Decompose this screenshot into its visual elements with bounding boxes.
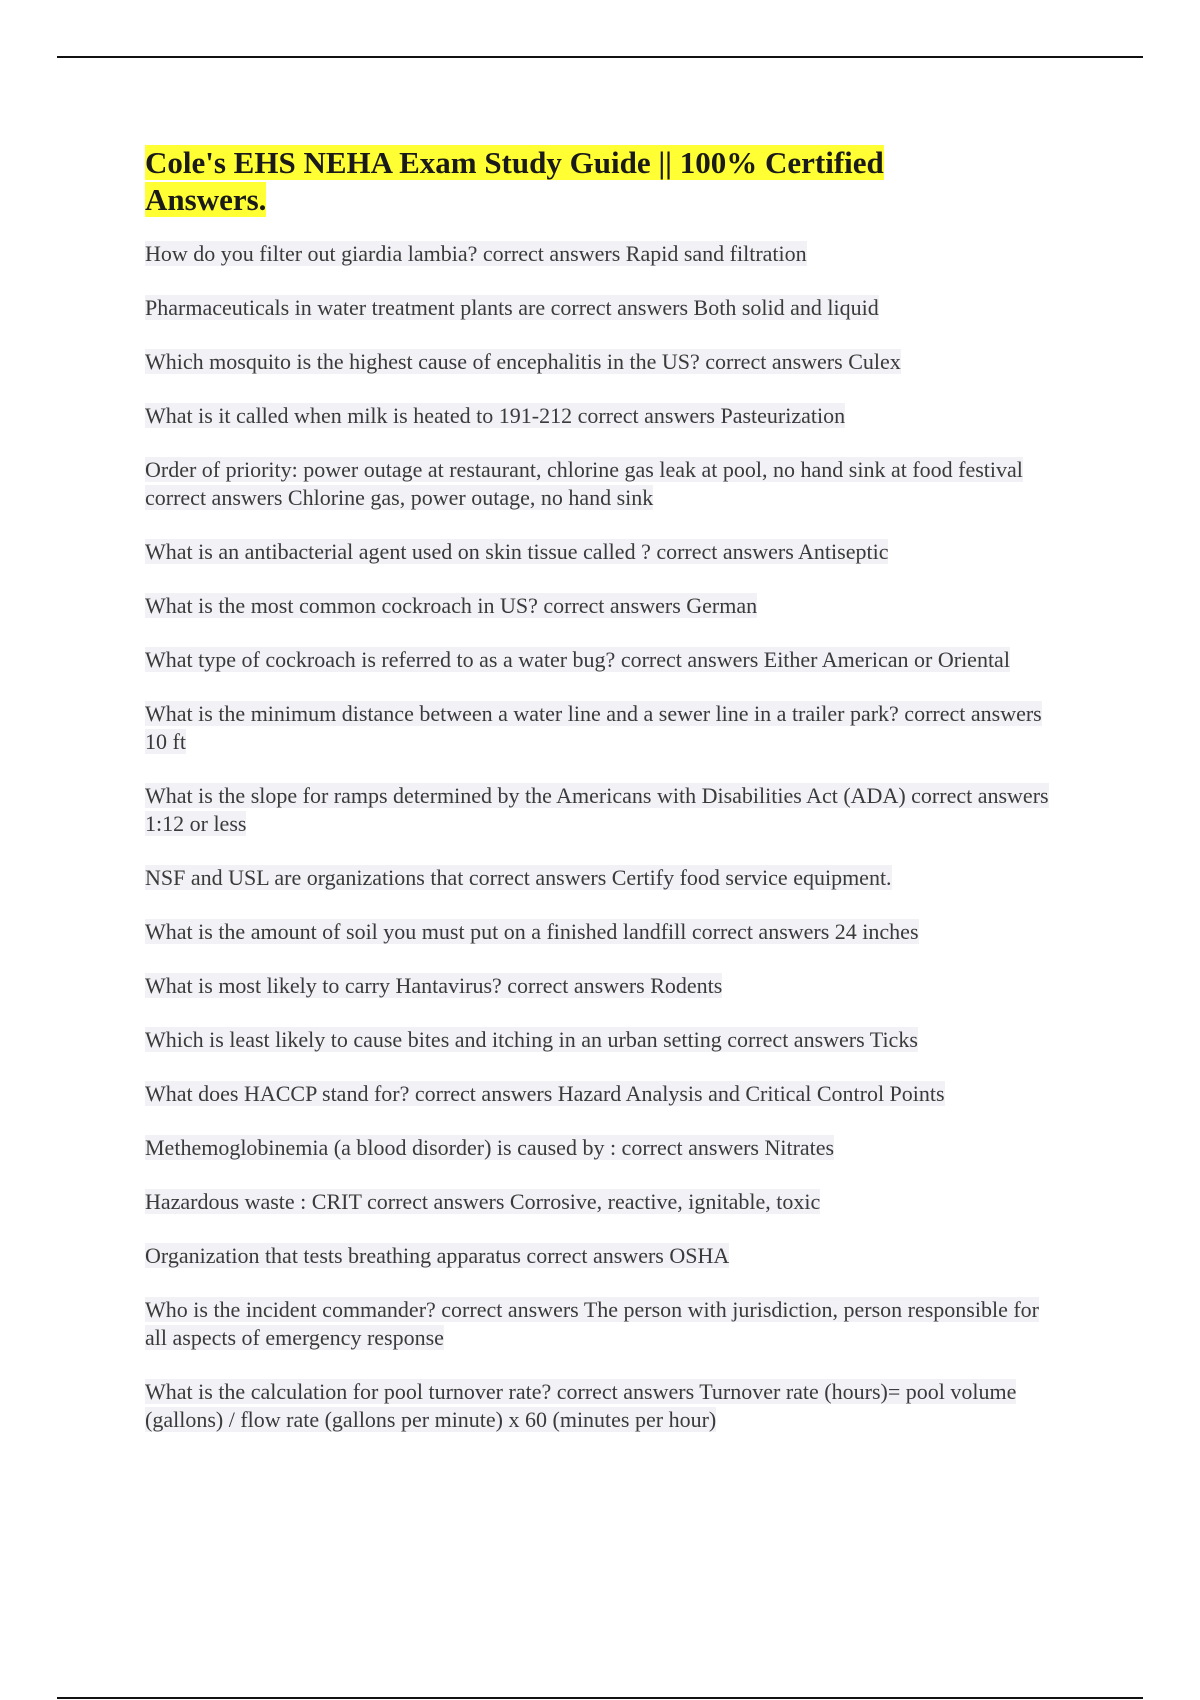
qa-item: What is the minimum distance between a water line and a sewer line in a trailer park? correct answers 10 ft <box>145 701 1042 754</box>
qa-item: Order of priority: power outage at restaurant, chlorine gas leak at pool, no hand sink at food festival correct answers Chlorine gas, power outage, no hand sink <box>145 457 1023 510</box>
qa-item: What type of cockroach is referred to as a water bug? correct answers Either American or Oriental <box>145 647 1010 672</box>
qa-item: Pharmaceuticals in water treatment plants are correct answers Both solid and liquid <box>145 295 879 320</box>
qa-item: What is the calculation for pool turnover rate? correct answers Turnover rate (hours)= pool volume (gallons) / flow rate (gallons per minute) x 60 (minutes per hour) <box>145 1379 1017 1432</box>
top-rule <box>57 56 1143 58</box>
qa-item: Which is least likely to cause bites and itching in an urban setting correct answers Ticks <box>145 1027 918 1052</box>
qa-item: What is most likely to carry Hantavirus? correct answers Rodents <box>145 973 723 998</box>
document-title <box>145 144 935 218</box>
qa-item: Which mosquito is the highest cause of encephalitis in the US? correct answers Culex <box>145 349 901 374</box>
qa-item: What is the amount of soil you must put on a finished landfill correct answers 24 inches <box>145 919 919 944</box>
bottom-rule <box>57 1697 1143 1699</box>
qa-item: Methemoglobinemia (a blood disorder) is caused by : correct answers Nitrates <box>145 1135 835 1160</box>
qa-item: How do you filter out giardia lambia? correct answers Rapid sand filtration <box>145 241 807 266</box>
qa-item: What does HACCP stand for? correct answers Hazard Analysis and Critical Control Points <box>145 1081 945 1106</box>
qa-item: What is the most common cockroach in US? correct answers German <box>145 593 758 618</box>
qa-item: Hazardous waste : CRIT correct answers Corrosive, reactive, ignitable, toxic <box>145 1189 821 1214</box>
qa-item: Organization that tests breathing apparatus correct answers OSHA <box>145 1243 730 1268</box>
qa-item: Who is the incident commander? correct answers The person with jurisdiction, person responsible for all aspects of emergency response <box>145 1297 1040 1350</box>
qa-item: What is it called when milk is heated to 191-212 correct answers Pasteurization <box>145 403 846 428</box>
document-page <box>145 144 1065 1460</box>
qa-item: What is the slope for ramps determined by the Americans with Disabilities Act (ADA) correct answers 1:12 or less <box>145 783 1049 836</box>
document-title-text: Cole's EHS NEHA Exam Study Guide || 100% Certified Answers. <box>145 145 884 217</box>
qa-list <box>145 240 1065 1434</box>
qa-item: What is an antibacterial agent used on skin tissue called ? correct answers Antiseptic <box>145 539 889 564</box>
qa-item: NSF and USL are organizations that correct answers Certify food service equipment. <box>145 865 892 890</box>
